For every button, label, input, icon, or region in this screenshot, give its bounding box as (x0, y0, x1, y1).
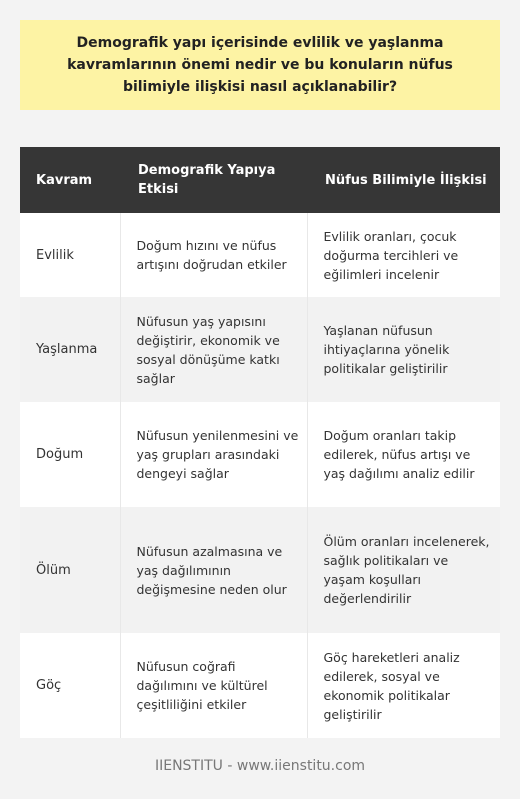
cell-effect: Nüfusun azalmasına ve yaş dağılımının değişmesine neden olur (120, 507, 307, 633)
cell-effect: Nüfusun coğrafi dağılımını ve kültürel çeşitliliğini etkiler (120, 633, 307, 738)
table-header-row (20, 147, 500, 213)
cell-relation: Göç hareketleri analiz edilerek, sosyal ve ekonomik politikalar geliştirilir (307, 633, 500, 738)
question-title: Demografik yapı içerisinde evlilik ve yaşlanma kavramlarının önemi nedir ve bu konuların nüfus bilimiyle ilişkisi nasıl açıklanabilir? (67, 35, 453, 95)
header-concept: Kavram (20, 147, 120, 213)
table-row (20, 633, 500, 738)
cell-effect: Nüfusun yenilenmesini ve yaş grupları arasındaki dengeyi sağlar (120, 402, 307, 507)
table-row (20, 297, 500, 402)
header-relation: Nüfus Bilimiyle İlişkisi (307, 147, 500, 213)
cell-effect: Nüfusun yaş yapısını değiştirir, ekonomik ve sosyal dönüşüme katkı sağlar (120, 297, 307, 402)
cell-relation: Evlilik oranları, çocuk doğurma tercihleri ve eğilimleri incelenir (307, 213, 500, 297)
concept-table (20, 147, 500, 738)
cell-concept: Ölüm (20, 507, 120, 633)
footer-credit: IIENSTITU - www.iienstitu.com (154, 758, 366, 774)
header-effect: Demografik Yapıya Etkisi (120, 147, 307, 213)
cell-concept: Doğum (20, 402, 120, 507)
table-row (20, 507, 500, 633)
cell-concept: Yaşlanma (20, 297, 120, 402)
cell-concept: Göç (20, 633, 120, 738)
cell-relation: Ölüm oranları incelenerek, sağlık politikaları ve yaşam koşulları değerlendirilir (307, 507, 500, 633)
cell-effect: Doğum hızını ve nüfus artışını doğrudan etkiler (120, 213, 307, 297)
table-row (20, 213, 500, 297)
question-box (20, 20, 500, 110)
table-row (20, 402, 500, 507)
cell-relation: Doğum oranları takip edilerek, nüfus artışı ve yaş dağılımı analiz edilir (307, 402, 500, 507)
cell-concept: Evlilik (20, 213, 120, 297)
cell-relation: Yaşlanan nüfusun ihtiyaçlarına yönelik politikalar geliştirilir (307, 297, 500, 402)
